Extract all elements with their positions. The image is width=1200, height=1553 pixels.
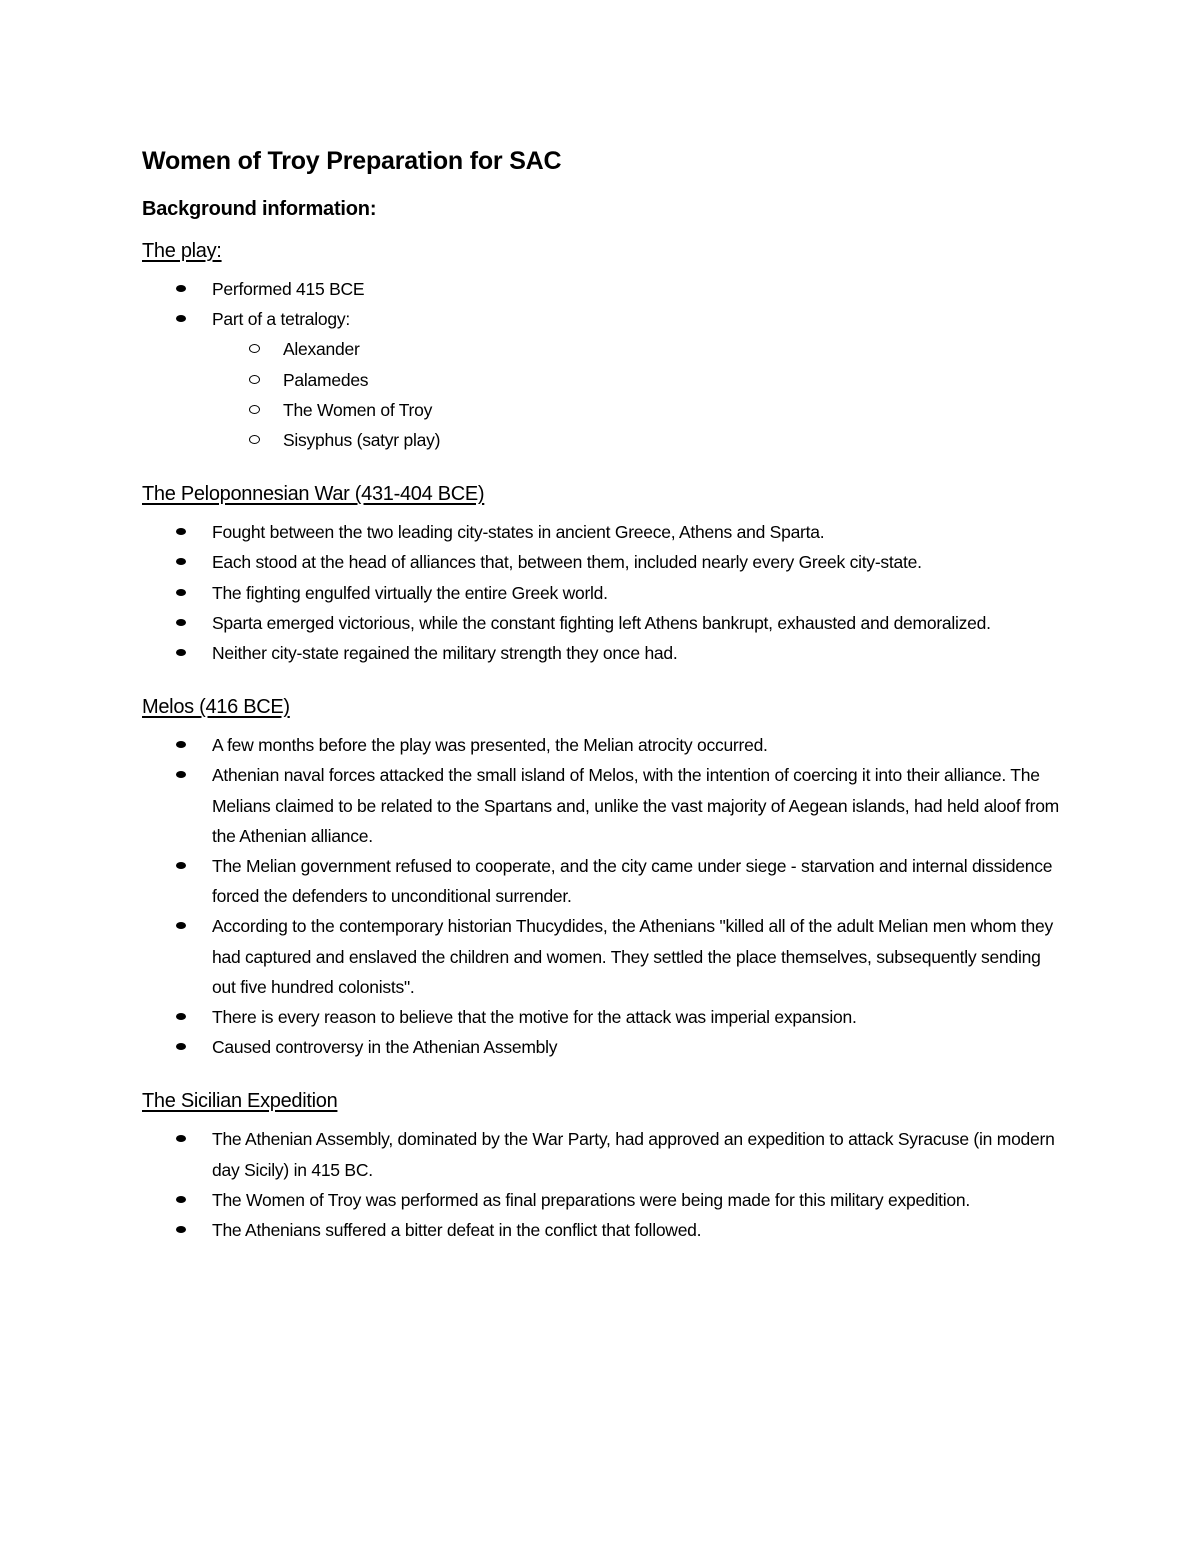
- bullet-icon: [176, 589, 186, 596]
- bullet-icon: [176, 741, 186, 748]
- bullet-icon: [176, 315, 186, 322]
- list-item: Each stood at the head of alliances that, between them, included nearly every Greek city-state.: [142, 547, 1062, 577]
- list-item: Part of a tetralogy:: [142, 304, 1062, 334]
- bullet-icon: [176, 922, 186, 929]
- list-item: The Athenians suffered a bitter defeat in the conflict that followed.: [142, 1215, 1062, 1245]
- list-item: Athenian naval forces attacked the small island of Melos, with the intention of coercing it into their alliance. The Melians claimed to be related to the Spartans and, unlike the vast majority of Aegean islands, had held aloof from the Athenian alliance.: [142, 760, 1062, 851]
- sub-list-tetralogy: [142, 334, 1062, 455]
- document-page: [142, 140, 1062, 1245]
- bullet-icon: [176, 1226, 186, 1233]
- list-item: Performed 415 BCE: [142, 274, 1062, 304]
- bullet-icon: [176, 1135, 186, 1142]
- bullet-icon: [176, 771, 186, 778]
- list-item: Fought between the two leading city-states in ancient Greece, Athens and Sparta.: [142, 517, 1062, 547]
- list-item: The fighting engulfed virtually the entire Greek world.: [142, 578, 1062, 608]
- bullet-icon: [176, 1196, 186, 1203]
- section-heading-the-play: The play:: [142, 240, 222, 262]
- list-item: A few months before the play was presented, the Melian atrocity occurred.: [142, 730, 1062, 760]
- bullet-list-the-play: [142, 274, 1062, 455]
- bullet-icon: [176, 1013, 186, 1020]
- bullet-list-peloponnesian-war: [142, 517, 1062, 668]
- bullet-icon: [176, 619, 186, 626]
- list-item: There is every reason to believe that the motive for the attack was imperial expansion.: [142, 1002, 1062, 1032]
- document-title: Women of Troy Preparation for SAC: [142, 147, 562, 175]
- document-subtitle: Background information:: [142, 198, 377, 220]
- bullet-list-melos: [142, 730, 1062, 1062]
- nested-list-wrapper: [142, 334, 1062, 455]
- list-item: Caused controversy in the Athenian Assembly: [142, 1032, 1062, 1062]
- list-item: Neither city-state regained the military strength they once had.: [142, 638, 1062, 668]
- bullet-icon: [176, 649, 186, 656]
- hollow-bullet-icon: [249, 375, 260, 384]
- section-heading-peloponnesian-war: The Peloponnesian War (431-404 BCE): [142, 483, 485, 506]
- bullet-list-sicilian-expedition: [142, 1124, 1062, 1245]
- sub-list-item: The Women of Troy: [142, 395, 1062, 425]
- hollow-bullet-icon: [249, 435, 260, 444]
- list-item: According to the contemporary historian Thucydides, the Athenians "killed all of the adult Melian men whom they had captured and enslaved the children and women. They settled the place themselves, subsequently sending out five hundred colonists".: [142, 911, 1062, 1002]
- section-heading-sicilian-expedition: The Sicilian Expedition: [142, 1090, 338, 1113]
- list-item: Sparta emerged victorious, while the constant fighting left Athens bankrupt, exhausted and demoralized.: [142, 608, 1062, 638]
- list-item: The Melian government refused to cooperate, and the city came under siege - starvation and internal dissidence forced the defenders to unconditional surrender.: [142, 851, 1062, 911]
- sub-list-item: Sisyphus (satyr play): [142, 425, 1062, 455]
- bullet-icon: [176, 1043, 186, 1050]
- hollow-bullet-icon: [249, 405, 260, 414]
- bullet-icon: [176, 528, 186, 535]
- section-heading-melos: Melos (416 BCE): [142, 696, 290, 719]
- list-item: The Athenian Assembly, dominated by the War Party, had approved an expedition to attack Syracuse (in modern day Sicily) in 415 BC.: [142, 1124, 1062, 1184]
- list-item: The Women of Troy was performed as final preparations were being made for this military expedition.: [142, 1185, 1062, 1215]
- sub-list-item: Palamedes: [142, 365, 1062, 395]
- bullet-icon: [176, 558, 186, 565]
- hollow-bullet-icon: [249, 344, 260, 353]
- sub-list-item: Alexander: [142, 334, 1062, 364]
- bullet-icon: [176, 285, 186, 292]
- bullet-icon: [176, 862, 186, 869]
